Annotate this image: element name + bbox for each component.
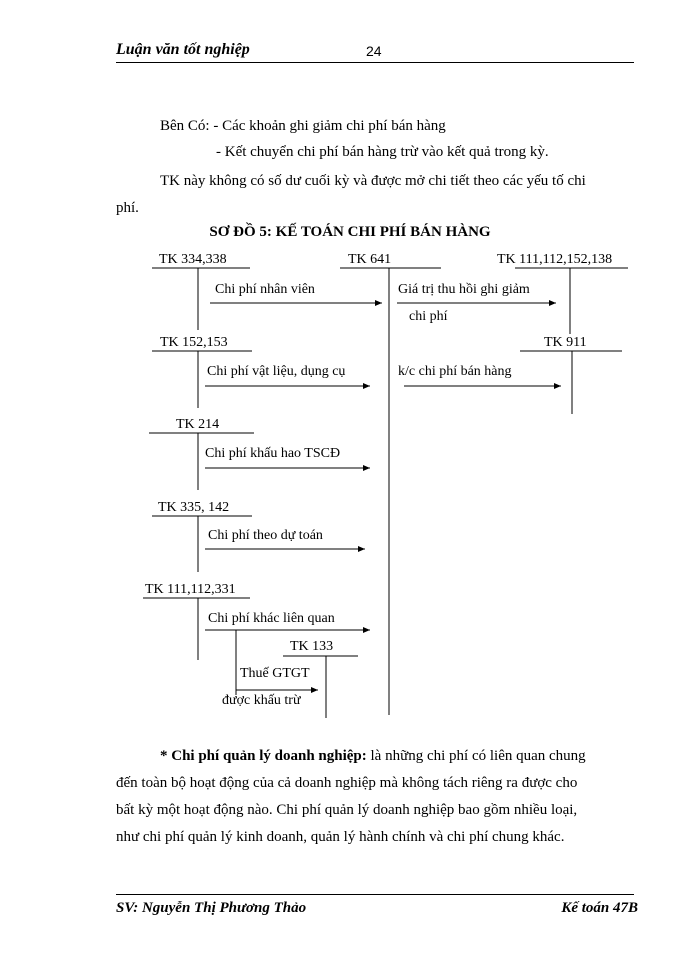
- paragraph-line-4: như chi phí quản lý kinh doanh, quản lý hành chính và chi phí chung khác.: [116, 829, 565, 845]
- header-title: Luận văn tốt nghiệp: [116, 41, 250, 58]
- account-label: TK 335, 142: [158, 500, 230, 515]
- entry-label: Chi phí theo dự toán: [208, 528, 323, 543]
- entry-label: Chi phí nhân viên: [215, 282, 315, 297]
- page-number: 24: [366, 43, 382, 59]
- diagram-title: SƠ ĐỒ 5: KẾ TOÁN CHI PHÍ BÁN HÀNG: [209, 224, 491, 240]
- footer-rule: [116, 894, 634, 895]
- entry-label: Thuế GTGT: [240, 666, 310, 681]
- entry-label: Giá trị thu hồi ghi giảm: [398, 282, 530, 297]
- account-label: TK 334,338: [159, 252, 227, 267]
- entry-label: k/c chi phí bán hàng: [398, 364, 512, 379]
- entry-label: chi phí: [409, 309, 448, 324]
- entry-label: được khấu trừ: [222, 693, 301, 708]
- account-label: TK 111,112,152,138: [497, 252, 613, 267]
- entry-label: Chi phí khác liên quan: [208, 611, 335, 626]
- footer-author: SV: Nguyễn Thị Phương Thảo: [116, 900, 307, 916]
- entry-label: Chi phí khấu hao TSCĐ: [205, 446, 341, 461]
- paragraph-heading: * Chi phí quản lý doanh nghiệp:: [160, 748, 367, 764]
- account-label: TK 641: [348, 252, 392, 267]
- intro-line-2: - Kết chuyển chi phí bán hàng trừ vào kết quả trong kỳ.: [216, 144, 549, 160]
- intro-line-1: Bên Có: - Các khoản ghi giảm chi phí bán hàng: [160, 118, 446, 134]
- paragraph-line-2: đến toàn bộ hoạt động của cả doanh nghiệp mà không tách riêng ra được cho: [116, 775, 578, 791]
- entry-label: Chi phí vật liệu, dụng cụ: [207, 364, 346, 379]
- intro-line-4: phí.: [116, 200, 139, 216]
- footer-class: Kế toán 47B: [561, 900, 638, 916]
- paragraph-line-3: bất kỳ một hoạt động nào. Chi phí quản lý doanh nghiệp bao gồm nhiều loại,: [116, 802, 578, 818]
- account-label: TK 152,153: [160, 335, 228, 350]
- paragraph-line-1-rest: là những chi phí có liên quan chung: [366, 748, 586, 764]
- intro-line-3: TK này không có số dư cuối kỳ và được mở chi tiết theo các yếu tố chi: [160, 173, 586, 189]
- paragraph-line-1: [160, 748, 586, 765]
- account-label: TK 214: [176, 417, 220, 432]
- account-label: TK 111,112,331: [145, 582, 236, 597]
- account-label: TK 911: [544, 335, 587, 350]
- account-label: TK 133: [290, 639, 334, 654]
